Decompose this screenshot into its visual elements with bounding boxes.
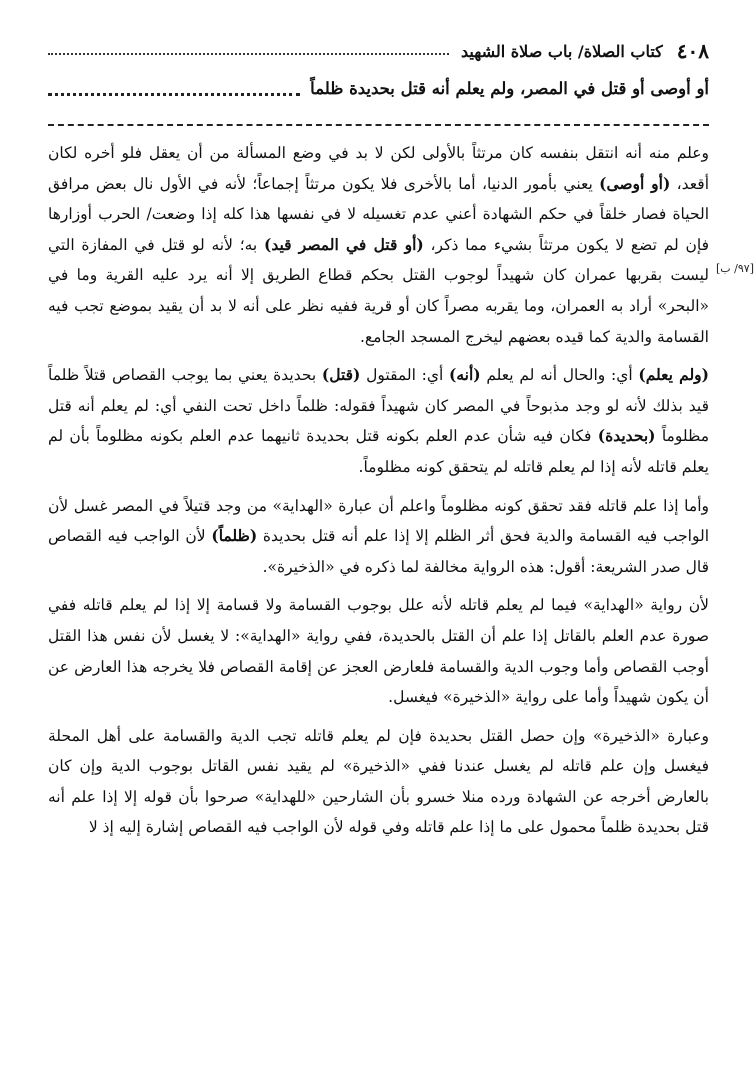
- paragraph: [48, 138, 709, 352]
- paragraph: [48, 721, 709, 843]
- commentary-text: لأن رواية «الهداية» فيما لم يعلم قاتله لأنه علل بوجوب القسامة ولا قسامة إلا إذا لم يعلم قاتله ففي صورة عدم العلم بالقاتل إذا علم أن القتل بالحديدة، ففي رواية «الهداية»: لا يغسل لأن نفس هذا القتل أوجب القصاص وأما وجوب الدية والقسامة فلعارض العجز عن إقامة القصاص فلا يخرجه هذا العارض عن أن يكون شهيداً وأما على رواية «الذخيرة» فيغسل.: [48, 596, 709, 707]
- commentary-text: فكان فيه شأن عدم العلم بكونه قتل بحديدة ثانيهما عدم العلم بكونه مظلوماً بأن لم يعلم قاتله لأنه إذا لم يعلم قاتله لم يتحقق كونه مظلوماً.: [48, 427, 709, 476]
- commentary-text: لأن الواجب فيه القصاص قال صدر الشريعة: أقول: هذه الرواية مخالفة لما ذكره في «الذخيرة».: [48, 527, 709, 576]
- quoted-matn-phrase: (قتل): [321, 365, 361, 385]
- quoted-matn-phrase: (بحديدة): [597, 426, 656, 446]
- running-title: كتاب الصلاة/ باب صلاة الشهيد: [461, 41, 663, 61]
- header-dotted-rule: [48, 53, 449, 55]
- page-header: [48, 36, 709, 66]
- commentary-body: [48, 138, 709, 851]
- quoted-matn-phrase: (ولم يعلم): [638, 365, 710, 385]
- manuscript-folio-marker: [٩٧/ ب]: [716, 262, 754, 275]
- commentary-text: وأما إذا علم قاتله فقد تحقق كونه مظلوماً واعلم أن عبارة «الهداية» من وجد قتيلاً في المصر غسل لأن الواجب فيه القسامة والدية فحق أثر الظلم إلا إذا علم أنه قتل بحديدة: [48, 496, 710, 546]
- commentary-text: بحديدة يعني بما يوجب القصاص قتلاً ظلماً قيد بذلك لأنه لو وجد مذبوحاً في المصر كان شهيداً فقوله: ظلماً داخل تحت النفي أي: لم يعلم أنه قتل مظلوماً: [48, 366, 709, 446]
- commentary-text: وعلم منه أنه انتقل بنفسه كان مرتثاً بالأولى لكن لا بد في وضع المسألة من أن يعقل فلو أخره لكان أقعد،: [48, 144, 710, 193]
- matn-dotted-leader: [48, 93, 300, 96]
- commentary-text: أي: المقتول: [360, 366, 450, 385]
- matn-line: [48, 72, 709, 106]
- quoted-matn-phrase: (أو أوصى): [599, 173, 671, 193]
- separator-dashed-rule: [48, 124, 709, 126]
- matn-text: أو أوصى أو قتل في المصر، ولم يعلم أنه قتل بحديدة ظلماً: [310, 79, 709, 98]
- quoted-matn-phrase: (أو قتل في المصر قيد): [264, 234, 424, 254]
- paragraph: [48, 360, 709, 482]
- commentary-text: يعني بأمور الدنيا، أما بالأخرى فلا يكون مرتثاً إجماعاً؛ لأنه في الأول نال بعض مرافق الحياة فصار خلقاً في حكم الشهادة أعني عدم تغسيله لا في نفسها هذا كله إذا وضعت/ الحرب أوزارها فإن لم تضع لا يكون مرتثاً بشيء مما ذكر،: [48, 174, 710, 254]
- page-number: ٤٠٨: [676, 39, 709, 63]
- commentary-text: وعبارة «الذخيرة» وإن حصل القتل بحديدة فإن لم يعلم قاتله تجب الدية والقسامة على أهل المحلة فيغسل وإن علم قاتله لم يغسل عندنا ففي «الذخيرة» لم يقيد نفس القاتل بوجوب الدية وإن كان بالعارض أخرجه عن الشهادة ورده منلا خسرو بأن الشارحين «للهداية» صرحوا بأن قوله إلا إذا علم أنه قتل بحديدة ظلماً محمول على ما إذا علم قاتله وفي قوله لأن الواجب فيه القصاص إشارة إليه إذ لا: [48, 726, 709, 837]
- quoted-matn-phrase: (ظلماً): [211, 526, 258, 546]
- quoted-matn-phrase: (أنه): [449, 365, 481, 385]
- commentary-text: به؛ لأنه لو قتل في المفازة التي ليست بقربها عمران كان شهيداً لوجوب القتل بحكم قطاع الطريق إلا أنه يرد عليه القرية وما في «البحر» أراد به العمران، وما يقربه مصراً كان أو قرية ففيه نظر على أنه لا بد أن يقيد بموضع تجب فيه القسامة والدية كما قيده بعضهم ليخرج المسجد الجامع.: [48, 235, 709, 346]
- paragraph: [48, 590, 709, 712]
- paragraph: [48, 491, 709, 583]
- commentary-text: أي: والحال أنه لم يعلم: [480, 366, 639, 385]
